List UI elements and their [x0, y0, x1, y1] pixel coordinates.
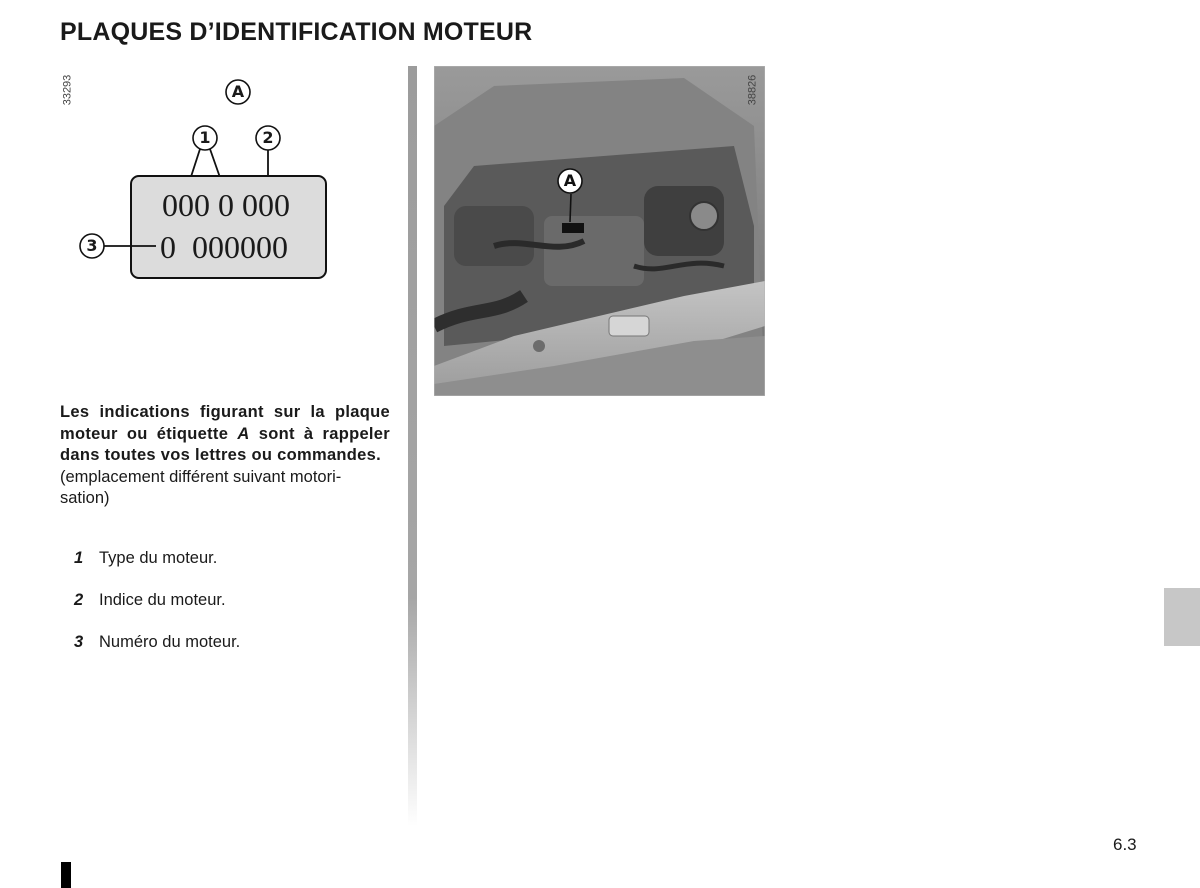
location-note: (emplacement différent suivant motori-sation) [60, 467, 342, 507]
page-title: PLAQUES D’IDENTIFICATION MOTEUR [60, 18, 533, 46]
intro-bold-text: Les indications figurant sur la plaque moteur ou étiquette A sont à rappeler dans toutes vos lettres ou commandes. [60, 403, 391, 464]
plate-line-engine-number: 0 000000 [160, 229, 288, 265]
legend-list [74, 549, 394, 675]
legend-number: 1 [74, 549, 84, 567]
label-a: A [231, 82, 245, 101]
engine-bay-photo [434, 66, 765, 396]
figure-reference-code: 33293 [61, 74, 74, 106]
legend-text: Numéro du moteur. [99, 633, 241, 651]
column-divider [408, 66, 417, 826]
list-item [74, 633, 394, 675]
chapter-tab [1164, 588, 1200, 646]
label-a-photo: A [563, 171, 577, 190]
callout-3: 3 [86, 236, 98, 255]
list-item [74, 549, 394, 591]
legend-number: 2 [74, 591, 84, 609]
plate-line-engine-type: 000 0 000 [162, 187, 290, 223]
page-number: 6.3 [1113, 835, 1137, 854]
engine-plate-diagram [72, 76, 342, 291]
corner-mark [61, 862, 71, 888]
callout-1: 1 [199, 128, 211, 147]
legend-text: Type du moteur. [99, 549, 218, 567]
callout-2: 2 [262, 128, 274, 147]
legend-text: Indice du moteur. [99, 591, 226, 609]
legend-number: 3 [74, 633, 84, 651]
intro-paragraph [60, 402, 390, 510]
photo-reference-code: 38826 [746, 74, 759, 106]
list-item [74, 591, 394, 633]
